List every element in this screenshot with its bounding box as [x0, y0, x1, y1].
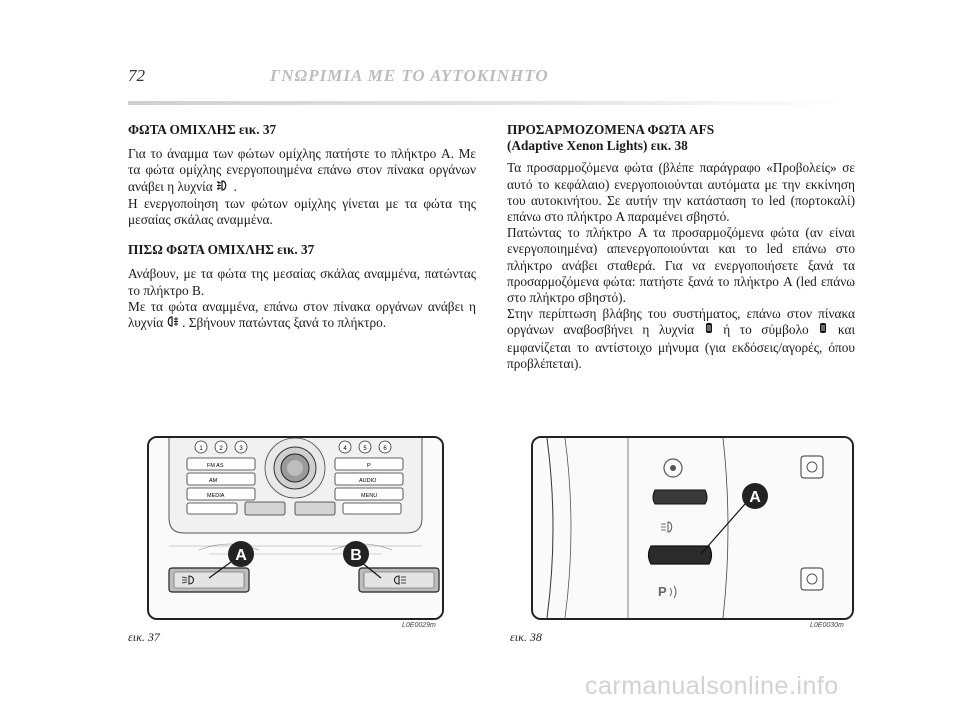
preset-4: 4	[343, 446, 347, 452]
figure-38-code: L0E0030m	[810, 622, 844, 629]
rear-fog-button-b	[359, 568, 439, 592]
preset-buttons-left	[195, 441, 247, 453]
rotary-knob	[265, 438, 325, 498]
left-column	[128, 122, 476, 332]
afs-switch-button-a	[649, 546, 712, 564]
preset-3: 3	[239, 446, 243, 452]
rear-p2-text: Με τα φώτα αναμμένα, επάνω στον πίνακα οργάνων ανάβει η λυχνία	[128, 298, 476, 331]
afs-title-block	[507, 122, 855, 154]
rear-fog-lights-title: ΠΙΣΩ ΦΩΤΑ ΟΜΙΧΛΗΣ εικ. 37	[128, 242, 315, 258]
afs-p3-text-c: και εμφανίζεται το αντίστοιχο μήνυμα (για εκδόσεις/αγορές, όπου προβλέπεται).	[507, 322, 856, 371]
rear-p2-end: . Σβήνουν πατώντας ξανά το πλήκτρο.	[182, 315, 387, 331]
callout-a-38	[742, 483, 768, 509]
afs-paragraph-1: Τα προσαρμοζόμενα φώτα (βλέπε παράγραφο «Προβολείς» σε αυτό το κεφάλαιο) ενεργοποιούνται αυτόματα με την εκκίνηση του αυτοκινήτου. Σε αυτήν την κατάσταση το led (πορτοκαλί) επάνω στο πλήκτρο A παραμένει σβηστό.	[507, 160, 855, 225]
audio-label: AUDIO	[359, 478, 377, 484]
figure-38-drawing	[533, 438, 852, 618]
right-column	[507, 122, 855, 372]
afs-p3-text-a: Στην περίπτωση βλάβης του συστήματος, επάνω στον πίνακα οργάνων αναβοσβήνει η λυχνία	[507, 306, 855, 338]
figure-37-label: εικ. 37	[128, 630, 160, 644]
upper-switch	[653, 490, 707, 504]
fog-light-button-a	[169, 568, 249, 592]
preset-5: 5	[363, 446, 367, 452]
preset-1: 1	[199, 446, 203, 452]
rear-fog-paragraph-2	[128, 299, 476, 332]
fog-lights-paragraph-1	[128, 146, 476, 196]
menu-label: MENU	[361, 493, 378, 499]
fog-p1-text: Για το άναμμα των φώτων ομίχλης πατήστε το πλήκτρο A. Με τα φώτα ομίχλης ενεργοποιημένα επάνω στον πίνακα οργάνων ανάβει η λυχνία	[128, 146, 476, 194]
rear-fog-paragraph-1: Ανάβουν, με τα φώτα της μεσαίας σκάλας αναμμένα, πατώντας το πλήκτρο B.	[128, 266, 476, 298]
preset-2: 2	[219, 446, 223, 452]
radio-buttons-left	[187, 458, 255, 500]
afs-subtitle: (Adaptive Xenon Lights) εικ. 38	[507, 138, 688, 154]
am-label: AM	[209, 478, 218, 484]
callout-a-38-label: A	[749, 489, 761, 506]
fog-lights-paragraph-2: Η ενεργοποίηση των φώτων ομίχλης γίνεται με τα φώτα της μεσαίας σκάλας αναμμένα.	[128, 195, 476, 228]
afs-paragraph-3	[507, 306, 855, 372]
figure-38-afs-switch-illustration	[531, 436, 854, 620]
media-label: MEDIA	[207, 493, 225, 499]
afs-warning-icon	[704, 324, 724, 337]
front-fog-lamp-icon	[216, 181, 234, 194]
figure-37-drawing	[149, 438, 442, 618]
preset-6: 6	[383, 446, 387, 452]
callout-b	[343, 541, 369, 567]
fog-lights-title: ΦΩΤΑ ΟΜΙΧΛΗΣ εικ. 37	[128, 122, 277, 137]
figure-37-dashboard-illustration	[147, 436, 444, 620]
p-label: P	[367, 463, 371, 469]
callout-a-label: A	[235, 547, 247, 564]
afs-paragraph-2: Πατώντας το πλήκτρο A τα προσαρμοζόμενα φώτα (αν είναι ενεργοποιημένα) απενεργοποιούνται και το led επάνω στο πλήκτρο ανάβει σταθερά. Για να ενεργοποιήσετε ξανά τα προσαρμοζόμενα φώτα: πατήστε ξανά το πλήκτρο A (led επάνω στο πλήκτρο σβηστό).	[507, 225, 855, 306]
afs-p3-text-b: ή το σύμβολο	[723, 322, 809, 338]
afs-title: ΠΡΟΣΑΡΜΟΖΟΜΕΝΑ ΦΩΤΑ AFS	[507, 122, 715, 137]
watermark: carmanualsonline.info	[585, 672, 839, 700]
header-rule	[128, 101, 856, 105]
radio-buttons-right	[335, 458, 403, 500]
fm-as-label: FM AS	[207, 463, 224, 469]
preset-buttons-right	[339, 441, 391, 453]
fog-p1-end: .	[233, 178, 237, 194]
figure-38-label: εικ. 38	[510, 630, 542, 644]
callout-b-label: B	[350, 547, 362, 564]
rear-fog-lamp-icon	[167, 317, 183, 330]
page-number: 72	[128, 66, 145, 85]
page-header-title: ΓΝΩΡΙΜΙΑ ΜΕ ΤΟ ΑΥΤΟΚΙΝΗΤΟ	[270, 66, 549, 85]
afs-symbol-icon	[818, 324, 838, 337]
figure-37-code: L0E0029m	[402, 622, 436, 629]
svg-text:P: P	[658, 584, 667, 599]
callout-a	[228, 541, 254, 567]
